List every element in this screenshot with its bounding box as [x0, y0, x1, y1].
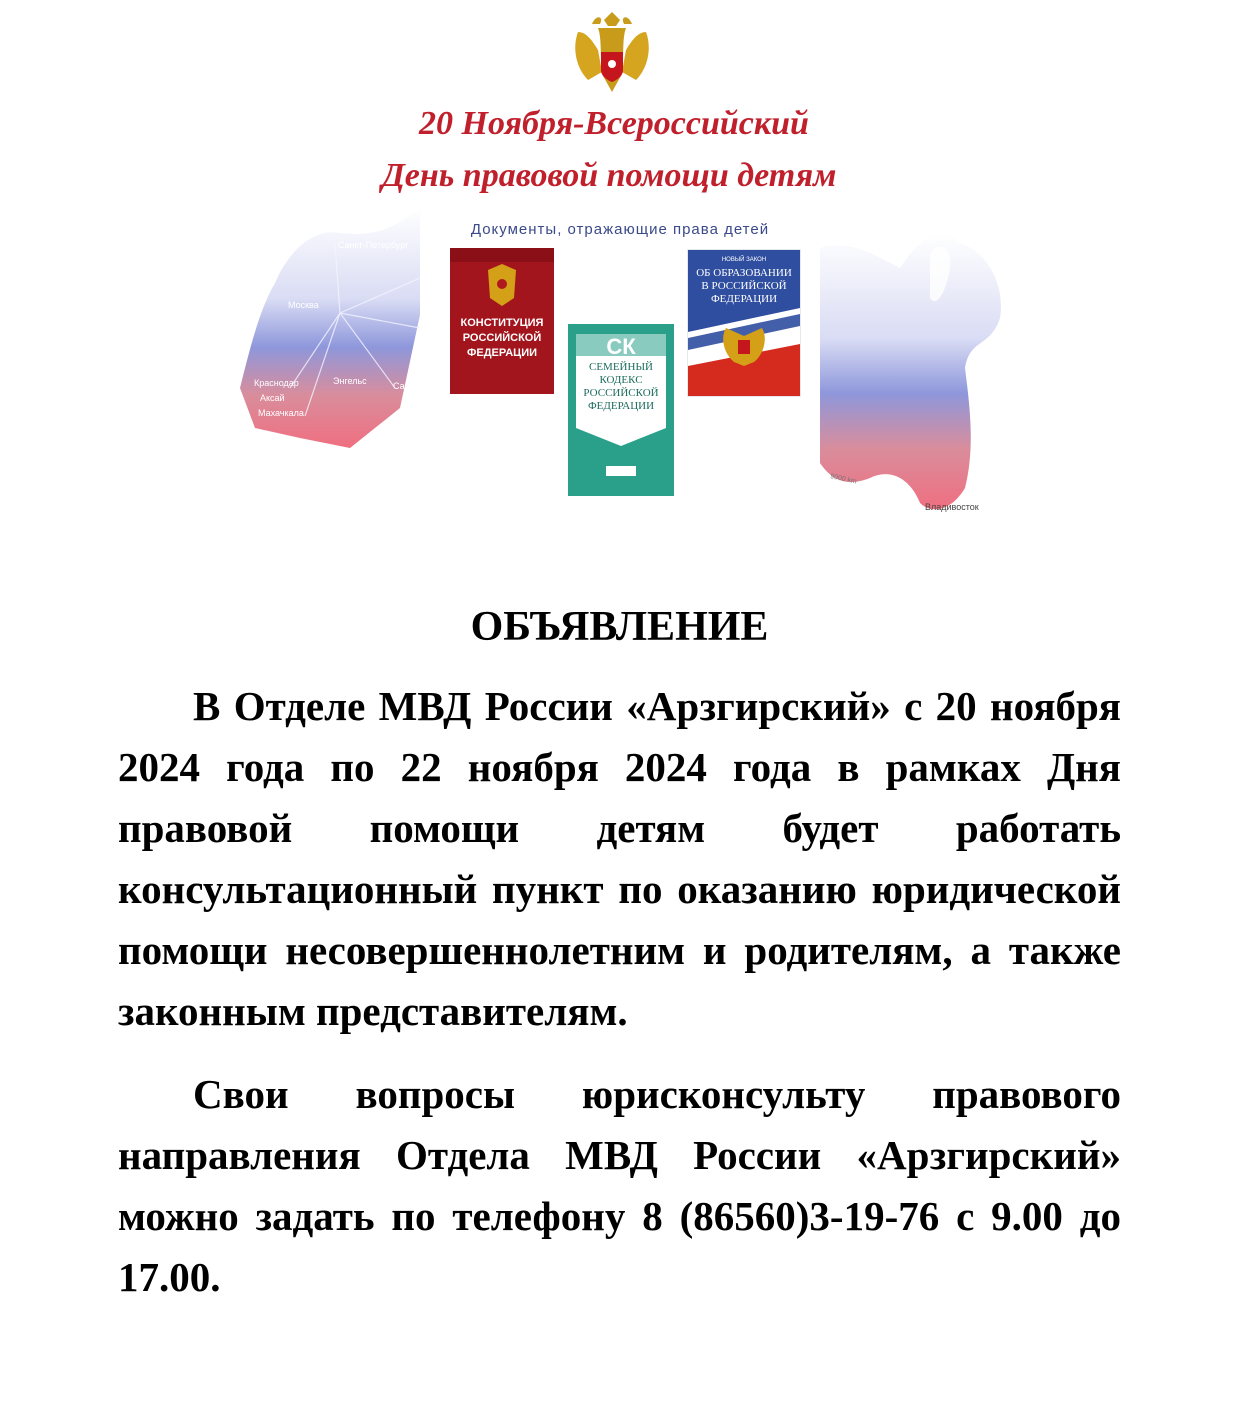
- banner-title-line2: День правовой помощи детям: [381, 157, 837, 194]
- book-constitution-line3: ФЕДЕРАЦИИ: [466, 347, 538, 359]
- book-family-code-line2: КОДЕКС: [599, 374, 643, 386]
- map-label-moscow: Москва: [288, 300, 319, 310]
- map-label-distance: 9000 km: [829, 473, 858, 486]
- map-label-krasnodar: Краснодар: [254, 378, 299, 388]
- announcement-paragraph-1: В Отделе МВД России «Арзгирский» с 20 ноября 2024 года по 22 ноября 2024 года в рамках Дня правовой помощи детям будет работать консультационный пункт по оказанию юридической помощи несовершеннолетним и родителям, а также законным представителям.: [118, 683, 1121, 1034]
- map-label-engels: Энгельс: [333, 376, 367, 386]
- map-label-makhachkala: Махачкала: [258, 408, 304, 418]
- banner-image: [230, 8, 1010, 528]
- book-constitution-line2: РОССИЙСКОЙ: [462, 332, 542, 344]
- banner-title-line1: 20 Ноября-Всероссийский: [419, 105, 809, 142]
- russia-map-east: [820, 234, 1001, 509]
- book-family-code: [568, 324, 674, 496]
- book-education-line2: В РОССИЙСКОЙ: [701, 280, 787, 292]
- book-constitution: [450, 248, 554, 394]
- announcement-heading: ОБЪЯВЛЕНИЕ: [470, 604, 769, 650]
- book-family-code-abbr: СК: [606, 334, 636, 359]
- book-family-code-line1: СЕМЕЙНЫЙ: [589, 361, 653, 373]
- announcement: [118, 598, 1121, 1308]
- coat-of-arms-icon: [575, 12, 649, 92]
- map-label-aksai: Аксай: [260, 393, 285, 403]
- map-label-spb: Санкт-Петербург: [338, 240, 409, 250]
- map-label-samara: Сама: [393, 381, 416, 391]
- book-education-line1: ОБ ОБРАЗОВАНИИ: [696, 267, 792, 279]
- banner-subtitle: Документы, отражающие права детей: [470, 221, 770, 238]
- announcement-paragraph-2: Свои вопросы юрисконсульту правового направления Отдела МВД России «Арзгирский» можно задать по телефону 8 (86560)3-19-76 с 9.00 до 17.00.: [118, 1071, 1121, 1300]
- book-family-code-line4: ФЕДЕРАЦИИ: [587, 400, 655, 412]
- book-constitution-line1: КОНСТИТУЦИЯ: [460, 317, 544, 329]
- book-family-code-line3: РОССИЙСКОЙ: [583, 387, 659, 399]
- book-education-line3: ФЕДЕРАЦИИ: [710, 293, 778, 305]
- book-education-kicker: НОВЫЙ ЗАКОН: [721, 257, 767, 263]
- map-label-vladivostok: Владивосток: [925, 502, 979, 512]
- book-education-law: [688, 250, 800, 396]
